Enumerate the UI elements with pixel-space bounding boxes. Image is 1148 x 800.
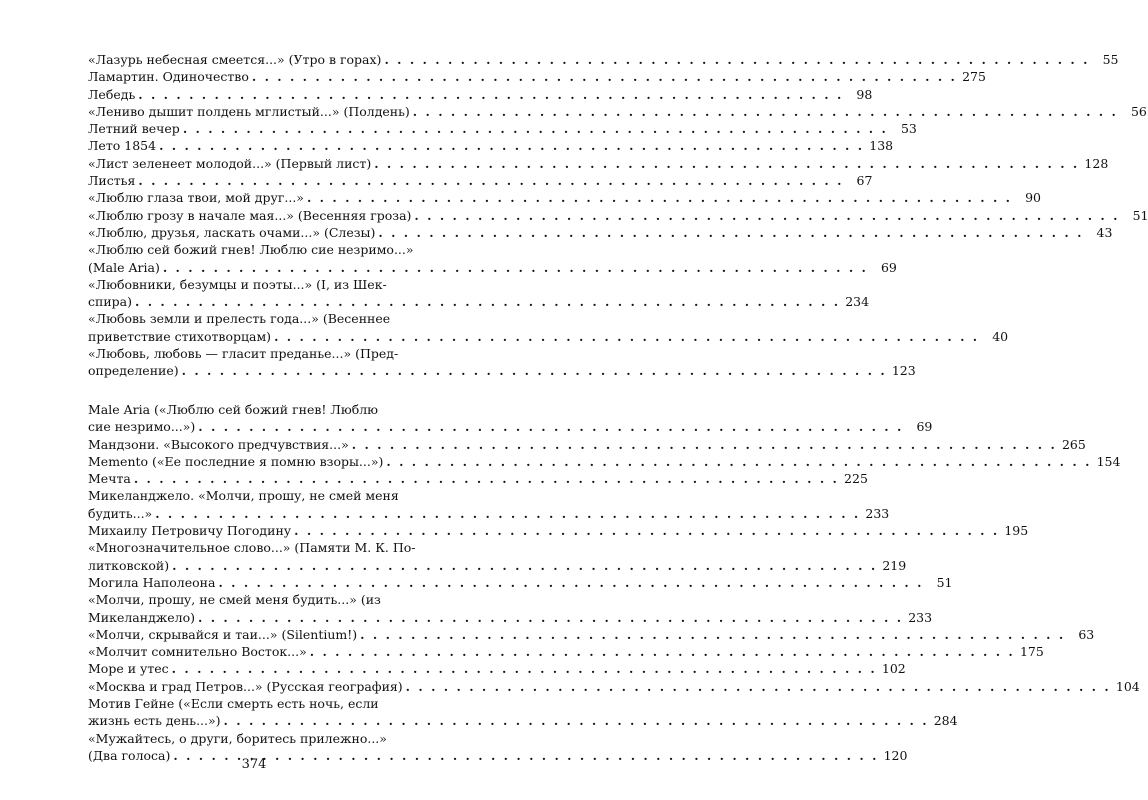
- entry-title: «Мужайтесь, о други, боритесь прилежно...»: [88, 730, 387, 746]
- index-entry: [88, 626, 1095, 643]
- entry-page-number: 90: [1025, 190, 1042, 206]
- index-entry-line: [88, 712, 958, 729]
- entry-title: Море и утес: [88, 661, 169, 677]
- entry-title: (Два голоса): [88, 747, 171, 763]
- entry-page-number: 40: [992, 328, 1009, 344]
- entry-title: Memento («Ее последние я помню взоры...»): [88, 453, 384, 469]
- entry-title: «Люблю грозу в начале мая...» (Весенняя гроза): [88, 207, 412, 223]
- dot-leader: [386, 453, 1091, 470]
- index-entry: [88, 643, 1044, 660]
- entry-title: «Лазурь небесная смеется...» (Утро в горах): [88, 52, 382, 67]
- entry-title: Лебедь: [88, 86, 136, 102]
- entry-title: «Молчи, прошу, не смей меня будить...» (из: [88, 592, 381, 608]
- index-entry-line: [88, 522, 1029, 539]
- dot-leader: [294, 522, 999, 539]
- index-entry-line: [88, 539, 421, 556]
- dot-leader: [360, 626, 1065, 643]
- entry-page-number: 104: [1115, 678, 1140, 694]
- entry-title: Могила Наполеона: [88, 574, 216, 590]
- entry-page-number: 69: [880, 259, 897, 275]
- entry-title: «Любовь, любовь — гласит преданье...» (Пред-: [88, 346, 399, 362]
- entry-page-number: 234: [845, 294, 870, 310]
- entry-title: «Любовь земли и прелесть года...» (Весеннее: [88, 311, 391, 327]
- index-entry-line: [88, 276, 421, 293]
- entry-title: Мечта: [88, 471, 131, 487]
- entry-page-number: 63: [1078, 626, 1095, 642]
- entry-page-number: 175: [1019, 644, 1044, 660]
- index-entry-line: [88, 224, 1113, 241]
- dot-leader: [138, 86, 843, 103]
- index-entry: [88, 310, 1009, 345]
- entry-page-number: 284: [933, 713, 958, 729]
- entry-title: «Москва и град Петров...» (Русская география): [88, 678, 403, 694]
- index-entry-line: [88, 418, 933, 435]
- index-entry: [88, 436, 1086, 453]
- index-entry: [88, 68, 986, 85]
- index-entry-line: [88, 660, 906, 677]
- index-entry: [88, 137, 894, 154]
- entry-title: спира): [88, 294, 132, 310]
- entry-page-number: 69: [916, 419, 933, 435]
- dot-leader: [182, 362, 887, 379]
- entry-page-number: 265: [1061, 436, 1086, 452]
- index-entry-line: [88, 730, 421, 747]
- entry-title: Мандзони. «Высокого предчувствия...»: [88, 436, 349, 452]
- index-entry-line: [88, 362, 916, 379]
- index-entry: [88, 678, 1140, 695]
- dot-leader: [159, 137, 864, 154]
- entry-title: жизнь есть день...»): [88, 713, 221, 729]
- entry-page-number: 51: [936, 574, 953, 590]
- index-entry: [88, 224, 1113, 241]
- index-entry-line: [88, 453, 1121, 470]
- index-entry: [88, 487, 890, 522]
- entry-page-number: 120: [883, 747, 908, 763]
- dot-leader: [384, 51, 1089, 68]
- entry-page-number: 56: [1130, 103, 1147, 119]
- entry-title: «Любовники, безумцы и поэты...» (I, из Шек-: [88, 276, 387, 292]
- index-entry-line: [88, 207, 1148, 224]
- entry-title: сие незримо...»): [88, 419, 196, 435]
- entry-title: Микеланджело. «Молчи, прошу, не смей меня: [88, 488, 399, 504]
- entry-page-number: 154: [1096, 453, 1121, 469]
- index-entry-line: [88, 189, 1042, 206]
- dot-leader: [198, 418, 903, 435]
- dot-leader: [413, 103, 1118, 120]
- entry-page-number: 225: [844, 471, 868, 487]
- entry-page-number: 233: [865, 505, 890, 521]
- entry-page-number: 138: [869, 138, 894, 154]
- index-entry-line: [88, 557, 907, 574]
- index-entry: [88, 453, 1121, 470]
- entry-title: «Молчит сомнительно Восток...»: [88, 644, 307, 660]
- index-entry: [88, 276, 870, 311]
- dot-leader: [310, 643, 1015, 660]
- entry-page-number: 123: [891, 363, 916, 379]
- index-entry-line: [88, 120, 917, 137]
- dot-leader: [163, 259, 868, 276]
- index-entry-line: [88, 487, 421, 504]
- index-entry: [88, 155, 1109, 172]
- dot-leader: [374, 155, 1079, 172]
- entry-title: Летний вечер: [88, 121, 180, 137]
- index-entry: [88, 103, 1147, 120]
- entry-page-number: 55: [1102, 52, 1119, 67]
- entry-title: «Люблю глаза твои, мой друг...»: [88, 190, 304, 206]
- entry-page-number: 98: [856, 86, 873, 102]
- dot-leader: [183, 120, 888, 137]
- entry-title: Лето 1854: [88, 138, 157, 154]
- index-entry-line: [88, 678, 1140, 695]
- index-entry: [88, 695, 958, 730]
- index-entry-line: [88, 345, 421, 362]
- index-entry-line: [88, 51, 1119, 68]
- index-entry: [88, 51, 1119, 68]
- index-entry-line: [88, 626, 1095, 643]
- entry-page-number: 102: [881, 661, 906, 677]
- index-entry-line: [88, 155, 1109, 172]
- entry-page-number: 53: [900, 121, 917, 137]
- index-entry-line: [88, 293, 870, 310]
- entry-title: Ламартин. Одиночество: [88, 69, 249, 85]
- index-entry-line: [88, 401, 421, 418]
- dot-leader: [414, 207, 1119, 224]
- index-entry-line: [88, 505, 890, 522]
- index-entry: [88, 172, 873, 189]
- entry-title: «Люблю, друзья, ласкать очами...» (Слезы): [88, 224, 376, 240]
- index-entry: [88, 522, 1029, 539]
- index-entry: [88, 539, 907, 574]
- entry-title: «Молчи, скрывайся и таи...» (Silentium!): [88, 626, 358, 642]
- dot-leader: [252, 68, 957, 85]
- index-entry: [88, 345, 916, 380]
- entry-page-number: 67: [856, 173, 873, 189]
- index-entry-line: [88, 259, 897, 276]
- index-entry: [88, 574, 953, 591]
- entry-title: «Лист зеленеет молодой...» (Первый лист): [88, 155, 372, 171]
- index-entry-line: [88, 86, 873, 103]
- index-entry: [88, 120, 917, 137]
- entry-title: приветствие стихотворцам): [88, 328, 272, 344]
- entry-title: Мотив Гейне («Если смерть есть ночь, если: [88, 696, 379, 712]
- index-entry-line: [88, 643, 1044, 660]
- index-entry-line: [88, 695, 421, 712]
- entry-page-number: 128: [1084, 155, 1109, 171]
- index-entry: [88, 591, 933, 626]
- index-entry: [88, 660, 906, 677]
- entry-title: будить...»: [88, 505, 153, 521]
- index-entry-line: [88, 137, 894, 154]
- dot-leader: [406, 678, 1111, 695]
- index-section-l: [88, 51, 1148, 380]
- dot-leader: [378, 224, 1083, 241]
- index-entry-line: [88, 328, 1009, 345]
- index-entry-line: [88, 103, 1147, 120]
- entry-title: Михаилу Петровичу Погодину: [88, 523, 292, 539]
- index-entry: [88, 207, 1148, 224]
- dot-leader: [172, 660, 877, 677]
- index-entry: [88, 401, 933, 436]
- index-entry-line: [88, 68, 986, 85]
- dot-leader: [218, 574, 923, 591]
- dot-leader: [274, 328, 979, 345]
- dot-leader: [307, 189, 1012, 206]
- dot-leader: [155, 505, 860, 522]
- entry-title: определение): [88, 363, 179, 379]
- dot-leader: [172, 557, 877, 574]
- page-number: 374: [241, 757, 267, 772]
- index-entry: [88, 189, 1042, 206]
- entry-title: «Многозначительное слово...» (Памяти М. К. По-: [88, 540, 416, 556]
- entry-page-number: 43: [1096, 224, 1113, 240]
- entry-title: Микеланджело): [88, 609, 196, 625]
- entry-title: (Male Aria): [88, 259, 160, 275]
- entry-page-number: 275: [962, 69, 986, 85]
- dot-leader: [135, 293, 840, 310]
- index-entry-line: [88, 470, 868, 487]
- index-entry-line: [88, 436, 1086, 453]
- index-entry-line: [88, 310, 421, 327]
- index-entry-line: [88, 241, 421, 258]
- index-entry-line: [88, 172, 873, 189]
- index-entry: [88, 86, 873, 103]
- index-entry-line: [88, 591, 421, 608]
- entry-page-number: 233: [908, 609, 933, 625]
- entry-title: «Лениво дышит полдень мглистый...» (Полдень): [88, 103, 410, 119]
- index-entry: [88, 470, 868, 487]
- index-entry-line: [88, 574, 953, 591]
- entry-title: Male Aria («Люблю сей божий гнев! Люблю: [88, 402, 379, 417]
- entry-page-number: 195: [1004, 523, 1029, 539]
- index-entry-line: [88, 609, 933, 626]
- entry-title: «Люблю сей божий гнев! Люблю сие незримо...»: [88, 242, 414, 258]
- dot-leader: [352, 436, 1057, 453]
- entry-title: литковской): [88, 557, 170, 573]
- dot-leader: [134, 470, 839, 487]
- dot-leader: [138, 172, 843, 189]
- dot-leader: [224, 712, 929, 729]
- dot-leader: [198, 609, 903, 626]
- entry-title: Листья: [88, 173, 136, 189]
- entry-page-number: 219: [882, 557, 907, 573]
- index-section-m: [88, 401, 1140, 764]
- entry-page-number: 51: [1132, 207, 1148, 223]
- index-entry: [88, 241, 897, 276]
